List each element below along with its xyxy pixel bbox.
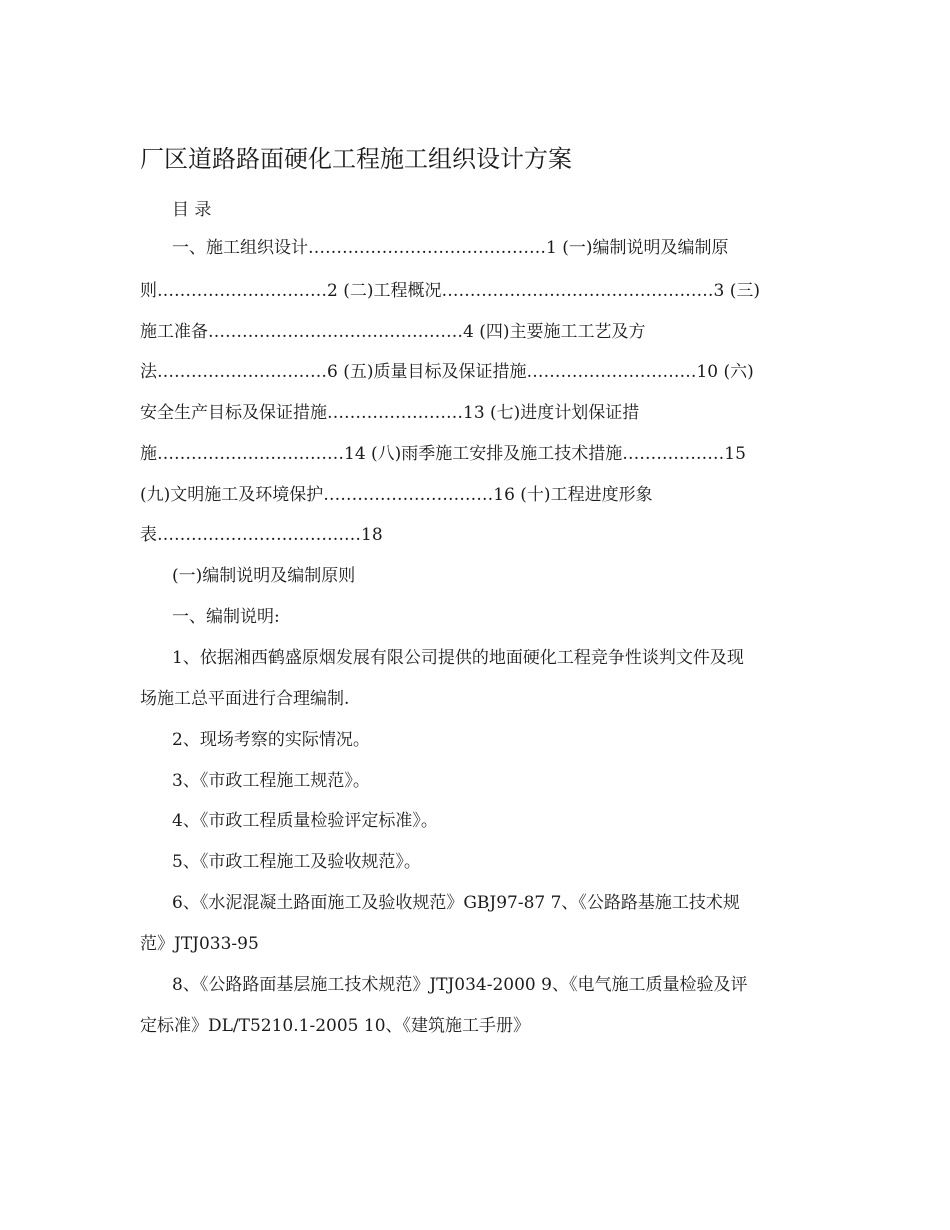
- toc-line: 安全生产目标及保证措施……………………13 (七)进度计划保证措: [140, 403, 640, 423]
- toc-line: 则…………………………2 (二)工程概况…………………………………………3 (三): [140, 281, 760, 301]
- toc-line: 表………………………………18: [140, 525, 383, 545]
- paragraph-line: 1、依据湘西鹤盛原烟发展有限公司提供的地面硬化工程竞争性谈判文件及现: [172, 648, 744, 668]
- paragraph-line: 5、《市政工程施工及验收规范》。: [172, 852, 421, 872]
- paragraph-line: 范》JTJ033-95: [140, 934, 259, 954]
- toc-line: 施……………………………14 (八)雨季施工安排及施工技术措施………………15: [140, 444, 746, 464]
- paragraph-line: 定标准》DL/T5210.1-2005 10、《建筑施工手册》: [140, 1016, 531, 1036]
- paragraph-line: 8、《公路路面基层施工技术规范》JTJ034-2000 9、《电气施工质量检验及评: [172, 975, 748, 995]
- paragraph-line: 场施工总平面进行合理编制.: [140, 689, 350, 709]
- toc-line: (九)文明施工及环境保护…………………………16 (十)工程进度形象: [140, 485, 653, 505]
- toc-line: 一、施工组织设计……………………………………1 (一)编制说明及编制原: [172, 238, 729, 258]
- section-heading: (一)编制说明及编制原则: [172, 566, 356, 586]
- toc-heading: 目 录: [172, 200, 212, 220]
- paragraph-line: 6、《水泥混凝土路面施工及验收规范》GBJ97-87 7、《公路路基施工技术规: [172, 893, 740, 913]
- paragraph-line: 2、现场考察的实际情况。: [172, 730, 370, 750]
- toc-line: 法…………………………6 (五)质量目标及保证措施…………………………10 (六): [140, 362, 754, 382]
- paragraph-line: 3、《市政工程施工规范》。: [172, 771, 370, 791]
- toc-line: 施工准备………………………………………4 (四)主要施工工艺及方: [140, 322, 646, 342]
- document-title: 厂区道路路面硬化工程施工组织设计方案: [140, 145, 572, 173]
- subsection-heading: 一、编制说明:: [172, 607, 280, 627]
- paragraph-line: 4、《市政工程质量检验评定标准》。: [172, 811, 438, 831]
